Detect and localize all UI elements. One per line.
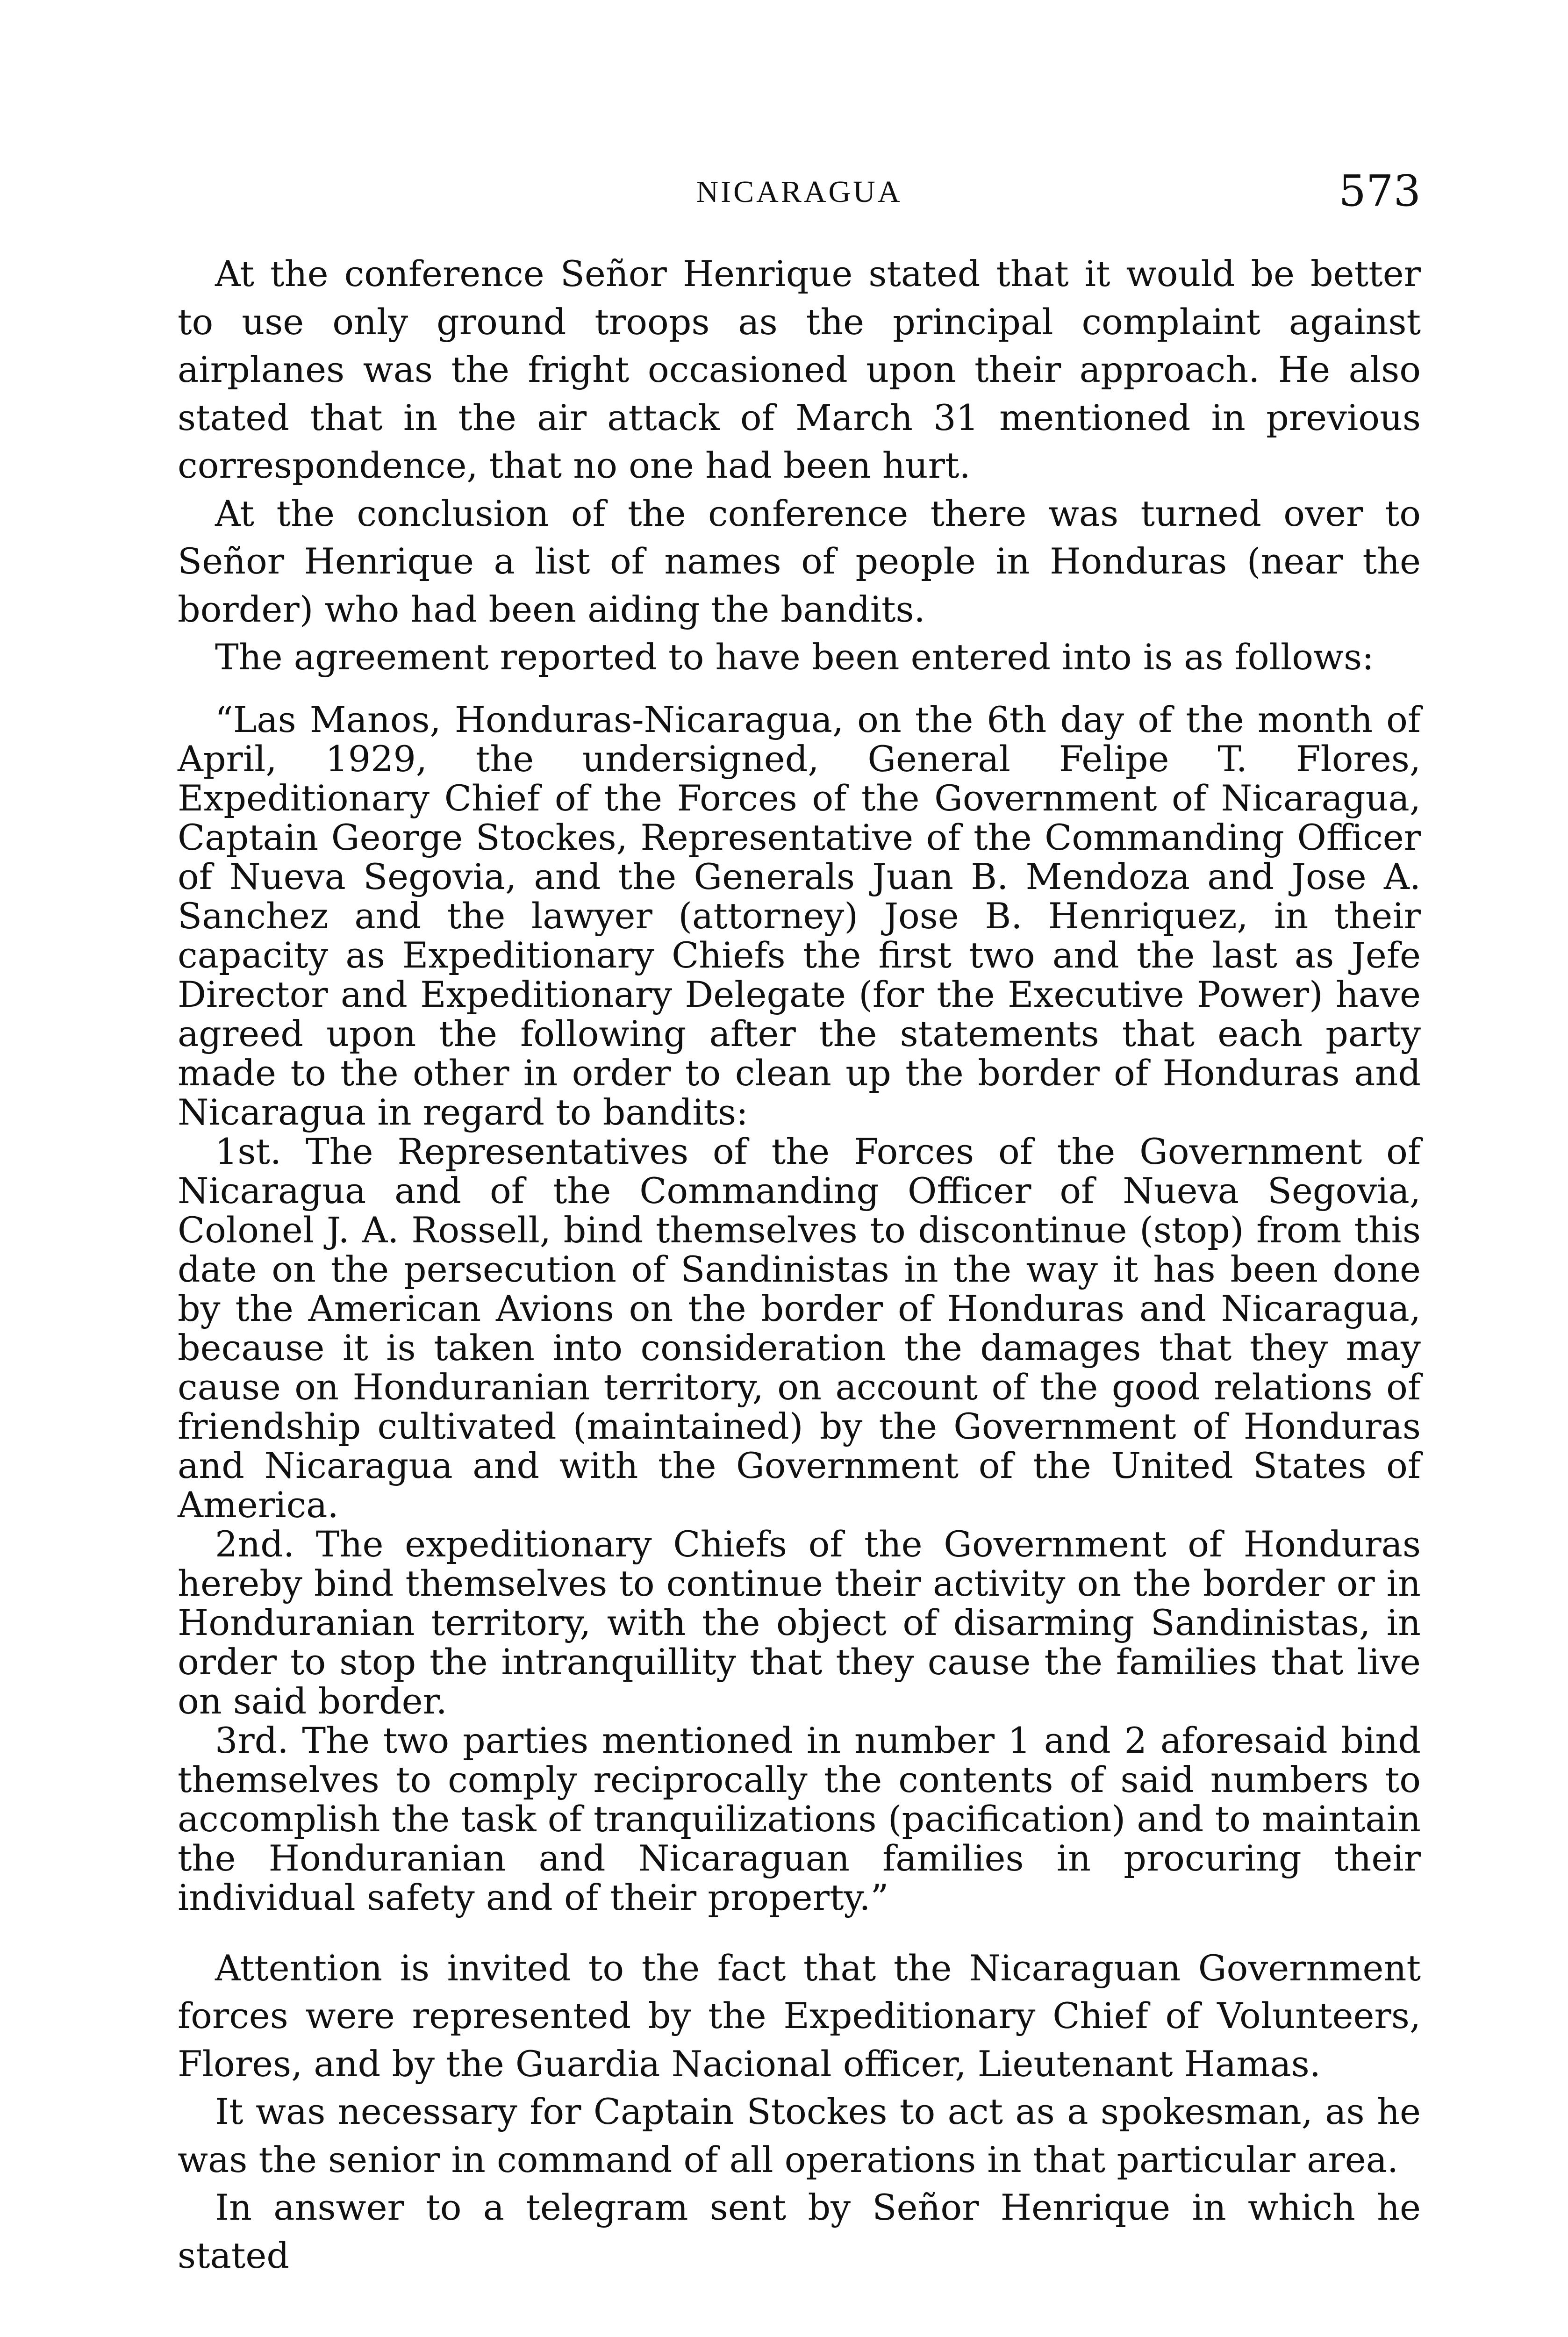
body-text	[178, 250, 1421, 2280]
paragraph-telegram: In answer to a telegram sent by Señor Henrique in which he stated	[178, 2186, 1421, 2276]
agreement-clause-second: 2nd. The expeditionary Chiefs of the Government of Honduras hereby bind themselves to continue their activity on the border or in Honduranian territory, with the object of disarming Sandinistas, in order to stop the intranquillity that they cause the families that live on said border.	[178, 1523, 1421, 1722]
page-header	[178, 166, 1421, 222]
paragraph-attention: Attention is invited to the fact that the Nicaraguan Government forces were represented by the Expeditionary Chief of Volunteers, Flores, and by the Guardia Nacional officer, Lieutenant Hamas.	[178, 1947, 1421, 2085]
agreement-quotation	[178, 700, 1421, 1917]
paragraph-conference: At the conference Señor Henrique stated that it would be better to use only ground troops as the principal complaint against airplanes was the fright occasioned upon their approach. He also stated that in the air attack of March 31 mentioned in previous correspondence, that no one had been hurt.	[178, 253, 1421, 486]
agreement-clause-third: 3rd. The two parties mentioned in number 1 and 2 aforesaid bind themselves to comply reciprocally the contents of said numbers to accomplish the task of tranquilizations (pacification) and to maintain the Honduranian and Nicaraguan families in procuring their individual safety and of their property.”	[178, 1719, 1421, 1918]
paragraph-conclusion: At the conclusion of the conference there was turned over to Señor Henrique a list of names of people in Honduras (near the border) who had been aiding the bandits.	[178, 492, 1421, 630]
paragraph-agreement-lead: The agreement reported to have been entered into is as follows:	[215, 636, 1374, 678]
running-head: NICARAGUA	[696, 175, 902, 209]
page-number: 573	[1339, 166, 1421, 216]
agreement-intro: “Las Manos, Honduras-Nicaragua, on the 6th day of the month of April, 1929, the undersigned, General Felipe T. Flores, Expeditionary Chief of the Forces of the Government of Nicaragua, Captain George Stockes, Representative of the Commanding Officer of Nueva Segovia, and the Generals Juan B. Mendoza and Jose A. Sanchez and the lawyer (attorney) Jose B. Henriquez, in their capacity as Expeditionary Chiefs the first two and the last as Jefe Director and Expeditionary Delegate (for the Executive Power) have agreed upon the following after the statements that each party made to the other in order to clean up the border of Honduras and Nicaragua in regard to bandits:	[178, 698, 1421, 1133]
agreement-clause-first: 1st. The Representatives of the Forces of the Government of Nicaragua and of the Commanding Officer of Nueva Segovia, Colonel J. A. Rossell, bind themselves to discontinue (stop) from this date on the persecution of Sandinistas in the way it has been done by the American Avions on the border of Honduras and Nicaragua, because it is taken into consideration the damages that they may cause on Honduranian territory, on account of the good relations of friendship cultivated (maintained) by the Government of Honduras and Nicaragua and with the Government of the United States of America.	[178, 1130, 1421, 1526]
paragraph-spokesman: It was necessary for Captain Stockes to act as a spokesman, as he was the senior in command of all operations in that particular area.	[178, 2091, 1421, 2180]
